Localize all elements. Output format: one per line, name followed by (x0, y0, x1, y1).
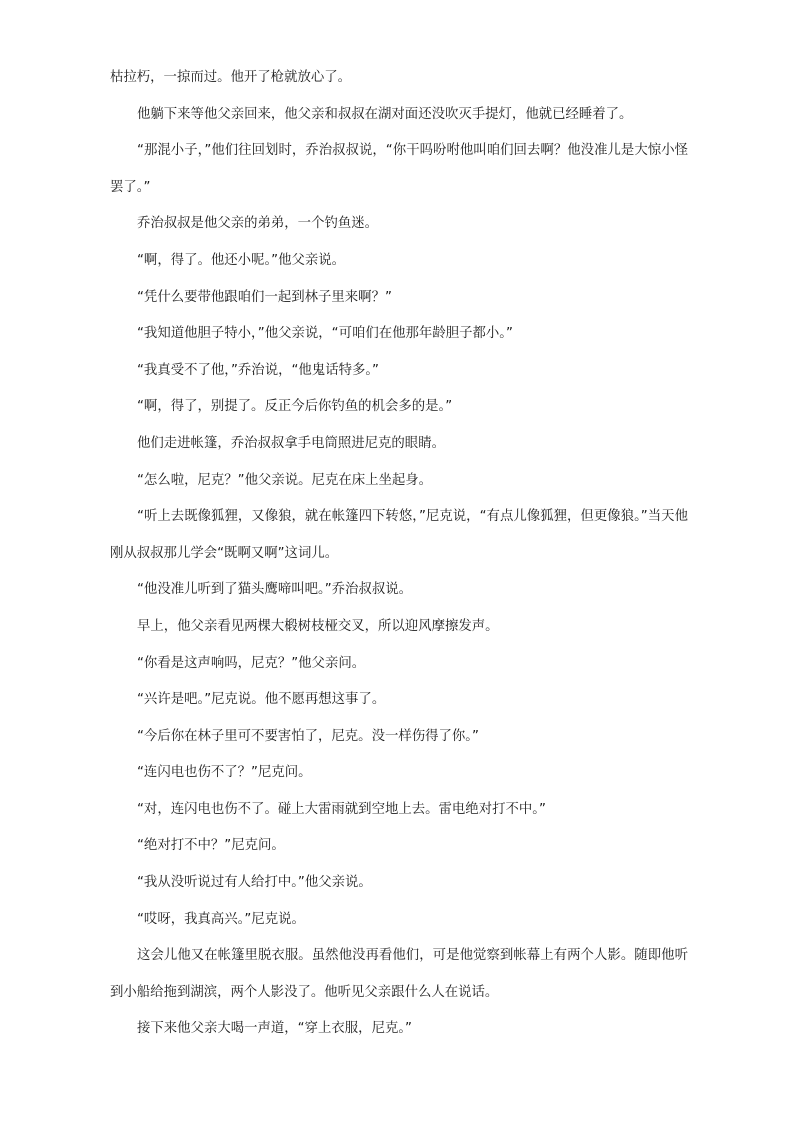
paragraph: “那混小子，”他们往回划时，乔治叔叔说，“你干吗吩咐他叫咱们回去啊？他没准儿是大惊小怪罢了。” (110, 143, 688, 195)
paragraph: “我知道他胆子特小，”他父亲说，“可咱们在他那年龄胆子都小。” (137, 326, 513, 342)
paragraph: “你看是这声响吗，尼克？”他父亲问。 (137, 655, 366, 671)
paragraph: 他躺下来等他父亲回来，他父亲和叔叔在湖对面还没吹灭手提灯，他就已经睡着了。 (137, 106, 633, 122)
paragraph: “连闪电也伤不了？”尼克问。 (137, 765, 312, 781)
paragraph: “啊，得了，别提了。反正今后你钓鱼的机会多的是。” (137, 399, 453, 415)
paragraph: “兴许是吧。”尼克说。他不愿再想这事了。 (137, 692, 386, 708)
paragraph: “今后你在林子里可不要害怕了，尼克。没一样伤得了你。” (137, 728, 479, 744)
paragraph: “怎么啦，尼克？”他父亲说。尼克在床上坐起身。 (137, 472, 433, 488)
paragraph: “绝对打不中？”尼克问。 (137, 838, 285, 854)
paragraph-continuation: 枯拉朽，一掠而过。他开了枪就放心了。 (110, 70, 352, 85)
paragraph: 接下来他父亲大喝一声道，“穿上衣服，尼克。” (137, 1021, 412, 1037)
paragraph: “凭什么要带他跟咱们一起到林子里来啊？” (137, 289, 392, 305)
paragraph: “对，连闪电也伤不了。碰上大雷雨就到空地上去。雷电绝对打不中。” (137, 801, 546, 817)
paragraph: “我真受不了他，”乔治说，“他鬼话特多。” (137, 362, 379, 378)
paragraph: “听上去既像狐狸，又像狼，就在帐篷四下转悠，”尼克说，“有点儿像狐狸，但更像狼。”当天他刚从叔叔那儿学会“既啊又啊”这词儿。 (110, 509, 688, 561)
story-text (110, 60, 688, 1048)
paragraph: 早上，他父亲看见两棵大椴树枝桠交叉，所以迎风摩擦发声。 (137, 618, 499, 634)
paragraph: 他们走进帐篷，乔治叔叔拿手电筒照进尼克的眼睛。 (137, 435, 445, 451)
paragraph: “我从没听说过有人给打中。”他父亲说。 (137, 875, 372, 891)
paragraph: 这会儿他又在帐篷里脱衣服。虽然他没再看他们，可是他觉察到帐幕上有两个人影。随即他听到小船给拖到湖滨，两个人影没了。他听见父亲跟什么人在说话。 (110, 948, 688, 1000)
paragraph: “他没准儿听到了猫头鹰啼叫吧。”乔治叔叔说。 (137, 582, 412, 598)
paragraph: “哎呀，我真高兴。”尼克说。 (137, 911, 305, 927)
paragraph: 乔治叔叔是他父亲的弟弟，一个钓鱼迷。 (137, 216, 379, 232)
paragraph: “啊，得了。他还小呢。”他父亲说。 (137, 252, 346, 268)
